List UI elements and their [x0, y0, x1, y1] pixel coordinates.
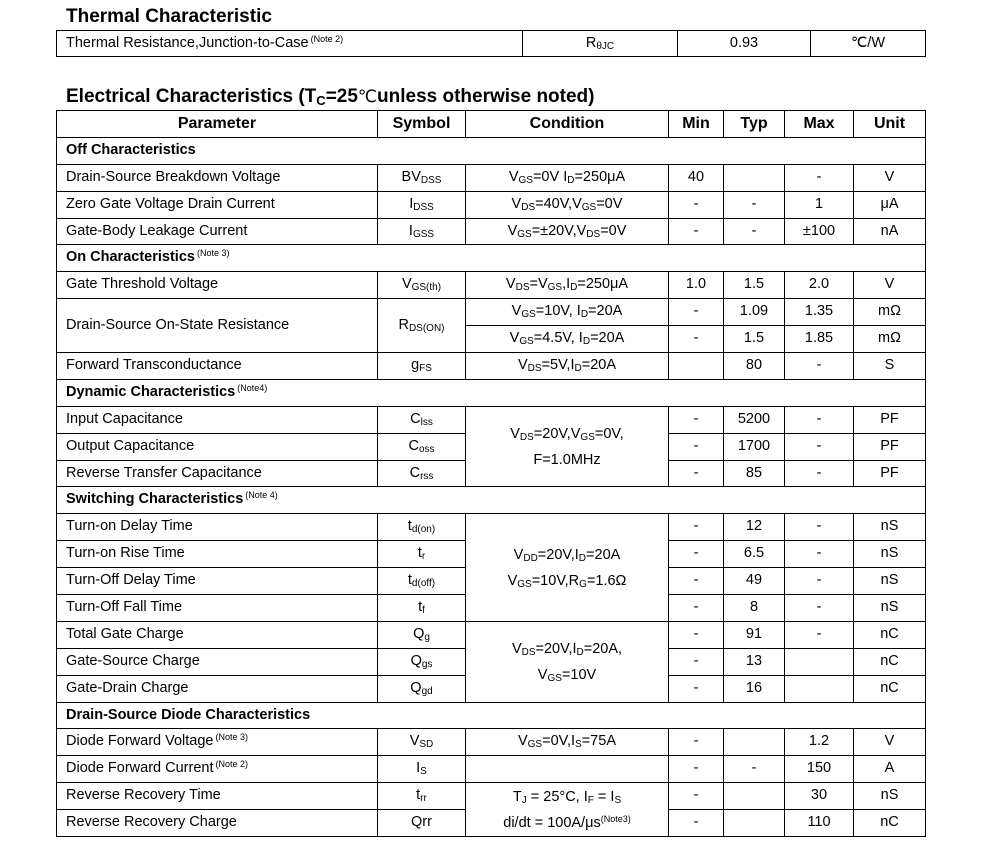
symbol-cell: $C_{rss}$ [378, 460, 466, 487]
typ-cell: - [724, 191, 785, 218]
condition-cell: $V_{GS}=\pm 20V,V_{DS}=0V$ [466, 218, 669, 245]
param-cell: Turn-Off Fall Time [57, 595, 378, 622]
symbol-cell: $I_{DSS}$ [378, 191, 466, 218]
max-cell: - [785, 460, 854, 487]
typ-cell: 1.5 [724, 272, 785, 299]
param-cell: Drain-Source Breakdown Voltage [57, 164, 378, 191]
min-cell: - [669, 810, 724, 837]
thermal-parameter: Thermal Resistance,Junction-to-Case $^{(Note 2)}$ [57, 31, 523, 57]
max-cell: ±100 [785, 218, 854, 245]
param-cell: Gate-Drain Charge [57, 675, 378, 702]
symbol-cell: $V_{SD}$ [378, 729, 466, 756]
max-cell: - [785, 514, 854, 541]
unit-cell: PF [854, 406, 926, 433]
min-cell: - [669, 406, 724, 433]
min-cell: - [669, 326, 724, 353]
typ-cell: 16 [724, 675, 785, 702]
min-cell: - [669, 460, 724, 487]
section-row [57, 137, 926, 164]
max-cell [785, 675, 854, 702]
param-cell: Diode Forward Current $^{(Note 2)}$ [57, 756, 378, 783]
condition-cell [466, 756, 669, 783]
symbol-cell: $V_{GS(th)}$ [378, 272, 466, 299]
min-cell [669, 353, 724, 380]
unit-cell: nS [854, 568, 926, 595]
max-cell: 30 [785, 783, 854, 810]
section-row [57, 702, 926, 729]
unit-cell: V [854, 164, 926, 191]
typ-cell: 1.09 [724, 299, 785, 326]
condition-cell: $V_{GS}=0V,I_S=75A$ [466, 729, 669, 756]
unit-cell: S [854, 353, 926, 380]
min-cell: 1.0 [669, 272, 724, 299]
max-cell: - [785, 164, 854, 191]
min-cell: - [669, 433, 724, 460]
thermal-symbol: $R_{\theta JC}$ [523, 31, 678, 57]
symbol-cell: $BV_{DSS}$ [378, 164, 466, 191]
min-cell: - [669, 783, 724, 810]
unit-cell: PF [854, 433, 926, 460]
symbol-cell: $t_{rr}$ [378, 783, 466, 810]
unit-cell: nC [854, 675, 926, 702]
symbol-cell: $R_{DS(ON)}$ [378, 299, 466, 353]
unit-cell: nS [854, 783, 926, 810]
thermal-value: 0.93 [678, 31, 811, 57]
param-cell: Output Capacitance [57, 433, 378, 460]
section-title-off: Off Characteristics [57, 137, 926, 164]
condition-cell: $V_{DS}=5V,I_D=20A$ [466, 353, 669, 380]
table-row [57, 272, 926, 299]
typ-cell: 80 [724, 353, 785, 380]
typ-cell [724, 810, 785, 837]
unit-cell: mΩ [854, 326, 926, 353]
param-cell: Total Gate Charge [57, 621, 378, 648]
param-cell: Reverse Recovery Time [57, 783, 378, 810]
symbol-cell: $t_r$ [378, 541, 466, 568]
unit-cell: V [854, 272, 926, 299]
condition-cell: $V_{DS}=20V,I_D=20A$, $V_{GS}=10V$ [466, 621, 669, 702]
max-cell: - [785, 406, 854, 433]
table-row [57, 299, 926, 326]
min-cell: - [669, 595, 724, 622]
symbol-cell: $t_{d(off)}$ [378, 568, 466, 595]
header-parameter: Parameter [57, 111, 378, 138]
thermal-section-title: Thermal Characteristic [66, 6, 272, 27]
typ-cell [724, 164, 785, 191]
max-cell: 150 [785, 756, 854, 783]
min-cell: - [669, 514, 724, 541]
symbol-cell: $Q_{gs}$ [378, 648, 466, 675]
symbol-cell: $C_{lss}$ [378, 406, 466, 433]
max-cell [785, 648, 854, 675]
param-cell: Gate-Body Leakage Current [57, 218, 378, 245]
param-cell: Drain-Source On-State Resistance [57, 299, 378, 353]
header-condition: Condition [466, 111, 669, 138]
condition-cell: $V_{GS}=0V$ $I_D=250\mu A$ [466, 164, 669, 191]
unit-cell: nS [854, 541, 926, 568]
typ-cell: 12 [724, 514, 785, 541]
condition-cell: $V_{GS}=10V$, $I_D=20A$ [466, 299, 669, 326]
max-cell: - [785, 595, 854, 622]
param-cell: Zero Gate Voltage Drain Current [57, 191, 378, 218]
min-cell: - [669, 675, 724, 702]
typ-cell: 1700 [724, 433, 785, 460]
table-row [57, 514, 926, 541]
typ-cell [724, 783, 785, 810]
unit-cell: nS [854, 595, 926, 622]
header-unit: Unit [854, 111, 926, 138]
unit-cell: A [854, 756, 926, 783]
max-cell: 1.2 [785, 729, 854, 756]
table-row [57, 729, 926, 756]
param-cell: Reverse Recovery Charge [57, 810, 378, 837]
unit-cell: nC [854, 810, 926, 837]
table-row [57, 783, 926, 810]
min-cell: - [669, 191, 724, 218]
thermal-table [56, 30, 926, 57]
param-cell: Turn-Off Delay Time [57, 568, 378, 595]
condition-cell: $V_{DS}=20V,V_{GS}=0V$, F=1.0MHz [466, 406, 669, 487]
symbol-cell: $t_f$ [378, 595, 466, 622]
unit-cell: V [854, 729, 926, 756]
param-cell: Gate Threshold Voltage [57, 272, 378, 299]
symbol-cell: $Q_{gd}$ [378, 675, 466, 702]
header-typ: Typ [724, 111, 785, 138]
condition-cell: $V_{GS}=4.5V$, $I_D=20A$ [466, 326, 669, 353]
typ-cell: - [724, 218, 785, 245]
unit-cell: PF [854, 460, 926, 487]
typ-cell: 5200 [724, 406, 785, 433]
typ-cell: 13 [724, 648, 785, 675]
unit-cell: nC [854, 648, 926, 675]
unit-cell: nA [854, 218, 926, 245]
table-row [57, 353, 926, 380]
symbol-cell: $Q_g$ [378, 621, 466, 648]
section-row [57, 379, 926, 406]
table-row [57, 406, 926, 433]
min-cell: - [669, 299, 724, 326]
section-title-dynamic: Dynamic Characteristics $^{(Note4)}$ [57, 379, 926, 406]
unit-cell: mΩ [854, 299, 926, 326]
header-row [57, 111, 926, 138]
symbol-cell: Qrr [378, 810, 466, 837]
min-cell: - [669, 218, 724, 245]
header-min: Min [669, 111, 724, 138]
typ-cell: 85 [724, 460, 785, 487]
param-cell: Diode Forward Voltage $^{(Note 3)}$ [57, 729, 378, 756]
section-title-diode: Drain-Source Diode Characteristics [57, 702, 926, 729]
table-row [57, 621, 926, 648]
max-cell: - [785, 541, 854, 568]
typ-cell: 1.5 [724, 326, 785, 353]
min-cell: - [669, 541, 724, 568]
typ-cell: 91 [724, 621, 785, 648]
symbol-cell: $g_{FS}$ [378, 353, 466, 380]
max-cell: - [785, 353, 854, 380]
unit-cell: nC [854, 621, 926, 648]
condition-cell: $T_J = 25^\circ C$, $I_F = I_S$ $di/dt = 100A/\mu s^{(Note3)}$ [466, 783, 669, 837]
typ-cell [724, 729, 785, 756]
param-cell: Reverse Transfer Capacitance [57, 460, 378, 487]
thermal-unit: ℃/W [811, 31, 926, 57]
max-cell: - [785, 621, 854, 648]
unit-cell: nS [854, 514, 926, 541]
unit-cell: μA [854, 191, 926, 218]
param-cell: Gate-Source Charge [57, 648, 378, 675]
min-cell: - [669, 648, 724, 675]
section-title-switching: Switching Characteristics $^{(Note 4)}$ [57, 487, 926, 514]
electrical-characteristics-table [56, 110, 926, 837]
param-cell: Turn-on Rise Time [57, 541, 378, 568]
max-cell: 2.0 [785, 272, 854, 299]
section-title-on: On Characteristics $^{(Note 3)}$ [57, 245, 926, 272]
header-symbol: Symbol [378, 111, 466, 138]
electrical-section-title: Electrical Characteristics ($T_C=25℃unless$ otherwise noted) [66, 86, 595, 108]
max-cell: 1.35 [785, 299, 854, 326]
max-cell: 1.85 [785, 326, 854, 353]
param-cell: Input Capacitance [57, 406, 378, 433]
min-cell: - [669, 756, 724, 783]
condition-cell: $V_{DS}=V_{GS},I_D=250\mu A$ [466, 272, 669, 299]
min-cell: 40 [669, 164, 724, 191]
min-cell: - [669, 729, 724, 756]
table-row [57, 31, 926, 57]
symbol-cell: $I_S$ [378, 756, 466, 783]
table-row [57, 164, 926, 191]
max-cell: - [785, 433, 854, 460]
min-cell: - [669, 568, 724, 595]
section-row [57, 245, 926, 272]
typ-cell: 49 [724, 568, 785, 595]
param-cell: Forward Transconductance [57, 353, 378, 380]
symbol-cell: $t_{d(on)}$ [378, 514, 466, 541]
param-cell: Turn-on Delay Time [57, 514, 378, 541]
symbol-cell: $I_{GSS}$ [378, 218, 466, 245]
table-row [57, 756, 926, 783]
symbol-cell: $C_{oss}$ [378, 433, 466, 460]
min-cell: - [669, 621, 724, 648]
typ-cell: 8 [724, 595, 785, 622]
condition-cell: $V_{DS}=40V,V_{GS}=0V$ [466, 191, 669, 218]
table-row [57, 191, 926, 218]
table-row [57, 218, 926, 245]
max-cell: - [785, 568, 854, 595]
typ-cell: 6.5 [724, 541, 785, 568]
max-cell: 110 [785, 810, 854, 837]
typ-cell: - [724, 756, 785, 783]
header-max: Max [785, 111, 854, 138]
condition-cell: $V_{DD}=20V,I_D=20A$ $V_{GS}=10V,R_G=1.6\Omega$ [466, 514, 669, 622]
max-cell: 1 [785, 191, 854, 218]
section-row [57, 487, 926, 514]
